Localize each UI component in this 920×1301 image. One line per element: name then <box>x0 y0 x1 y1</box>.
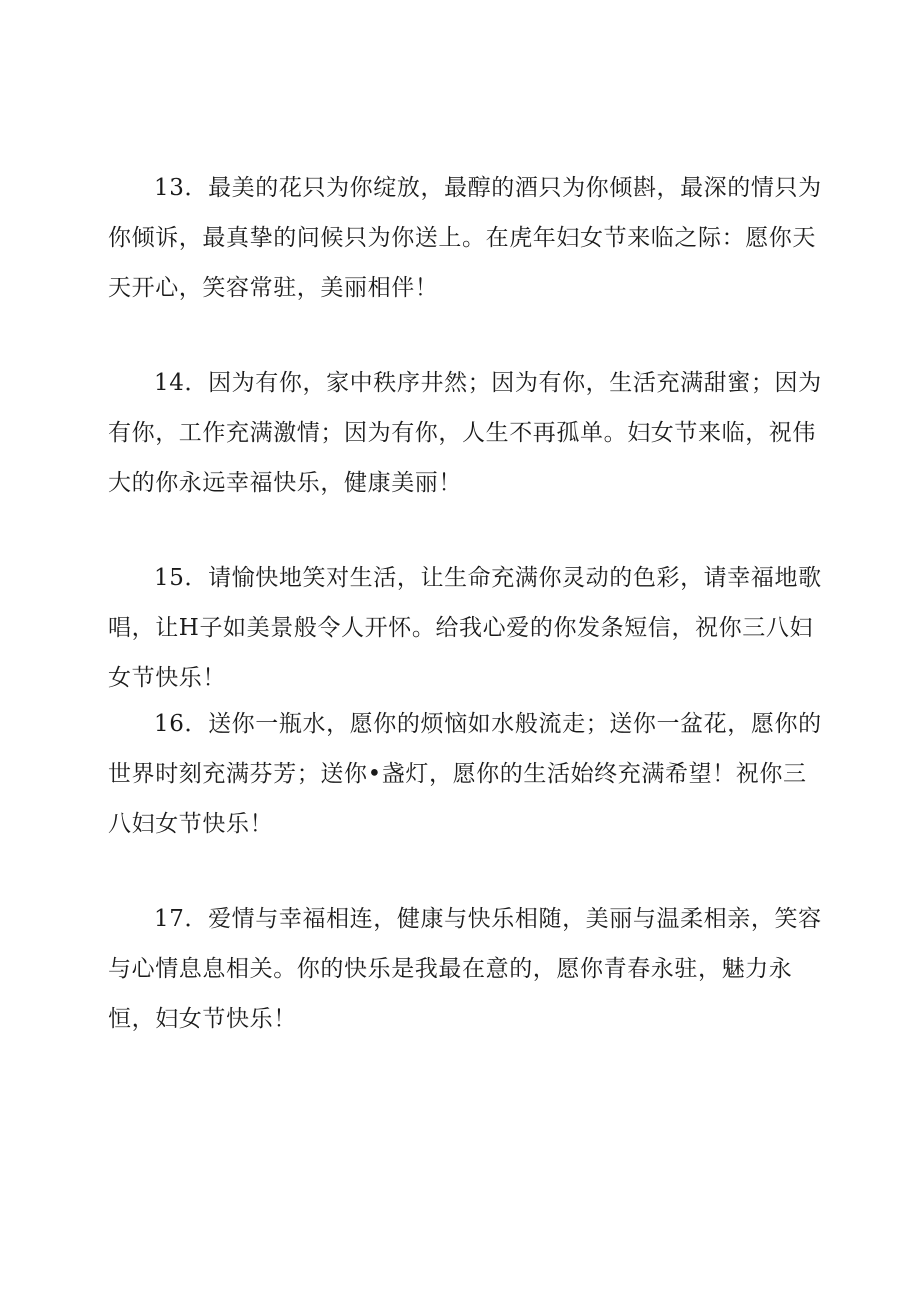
paragraph-15: 15．请愉快地笑对生活，让生命充满你灵动的色彩，请幸福地歌唱，让H子如美景般令人开怀。给我心爱的你发条短信，祝你三八妇女节快乐！ <box>108 565 822 691</box>
paragraph-13: 13．最美的花只为你绽放，最醇的酒只为你倾斟，最深的情只为你倾诉，最真挚的问候只为你送上。在虎年妇女节来临之际：愿你天天开心，笑容常驻，美丽相伴！ <box>108 175 822 301</box>
paragraph-17: 17．爱情与幸福相连，健康与快乐相随，美丽与温柔相亲，笑容与心情息息相关。你的快乐是我最在意的，愿你青春永驻，魅力永恒，妇女节快乐！ <box>108 906 822 1032</box>
paragraph-14: 14．因为有你，家中秩序井然；因为有你，生活充满甜蜜；因为有你，工作充满激情；因为有你，人生不再孤单。妇女节来临，祝伟大的你永远幸福快乐，健康美丽！ <box>108 370 822 496</box>
paragraph-16: 16．送你一瓶水，愿你的烦恼如水般流走；送你一盆花，愿你的世界时刻充满芬芳；送你•盏灯，愿你的生活始终充满希望！祝你三八妇女节快乐！ <box>108 711 822 837</box>
